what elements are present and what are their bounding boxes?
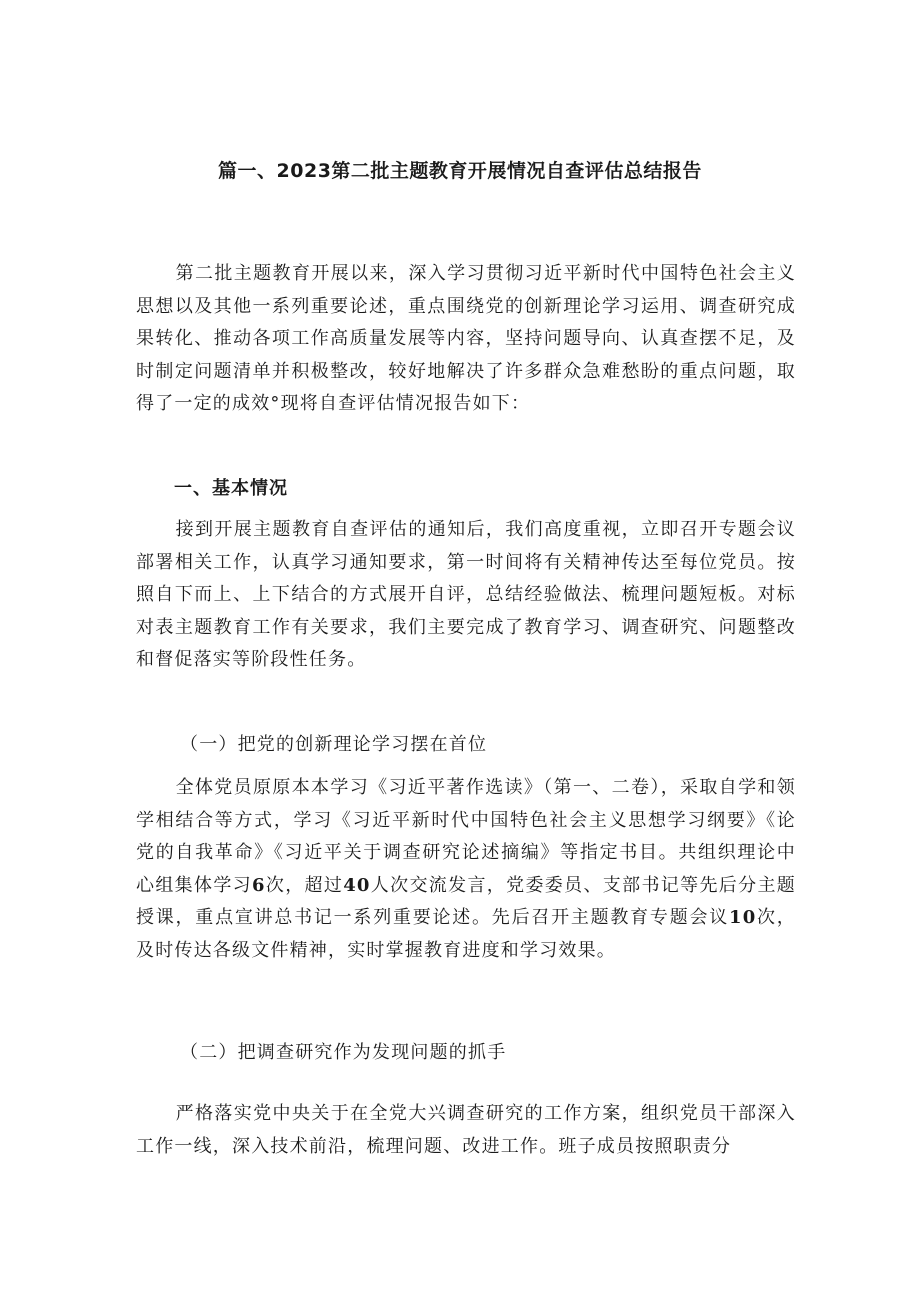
study-count-sessions: 6 — [252, 874, 266, 896]
research-paragraph: 严格落实党中央关于在全党大兴调查研究的工作方案，组织党员干部深入工作一线，深入技术前沿，梳理问题、改进工作。班子成员按照职责分 — [136, 1103, 796, 1157]
study-paragraph-block — [136, 772, 796, 967]
intro-paragraph: 第二批主题教育开展以来，深入学习贯彻习近平新时代中国特色社会主义思想以及其他一系列重要论述，重点围绕党的创新理论学习运用、调查研究成果转化、推动各项工作高质量发展等内容，坚持问题导向、认真查摆不足，及时制定问题清单并积极整改，较好地解决了许多群众急难愁盼的重点问题，取得了一定的成效°现将自查评估情况报告如下： — [136, 263, 796, 414]
study-count-meetings: 10 — [729, 907, 757, 928]
basic-paragraph-block — [136, 514, 796, 677]
research-paragraph-block — [136, 1098, 796, 1163]
study-count-speakers: 40 — [343, 874, 371, 896]
study-text-b: 次，超过 — [265, 874, 344, 896]
section-heading-basic: 一、基本情况 — [174, 478, 288, 499]
study-text-a: 全体党员原原本本学习《习近平著作选读》（第一、二卷），采取自学和领学相结合等方式，学习《习近平新时代中国特色社会主义思想学习纲要》《论党的自我革命》《习近平关于调查研究论述摘编》等指定书目。共组织理论中心组集体学习 — [136, 777, 796, 896]
study-text-d: 次，及时传达各级文件精神，实时掌握教育进度和学习效果。 — [136, 907, 797, 961]
study-text-c: 人次交流发言，党委委员、支部书记等先后分主题授课，重点宣讲总书记一系列重要论述。先后召开主题教育专题会议 — [136, 874, 796, 928]
study-paragraph — [136, 772, 796, 967]
intro-paragraph-block — [136, 258, 796, 421]
document-title: 篇一、2023第二批主题教育开展情况自查评估总结报告 — [218, 160, 702, 182]
subheading-theory-study: （一）把党的创新理论学习摆在首位 — [180, 734, 488, 755]
subheading-research: （二）把调查研究作为发现问题的抓手 — [180, 1042, 507, 1063]
basic-paragraph: 接到开展主题教育自查评估的通知后，我们高度重视，立即召开专题会议部署相关工作，认真学习通知要求，第一时间将有关精神传达至每位党员。按照自下而上、上下结合的方式展开自评，总结经验做法、梳理问题短板。对标对表主题教育工作有关要求，我们主要完成了教育学习、调查研究、问题整改和督促落实等阶段性任务。 — [136, 519, 796, 670]
